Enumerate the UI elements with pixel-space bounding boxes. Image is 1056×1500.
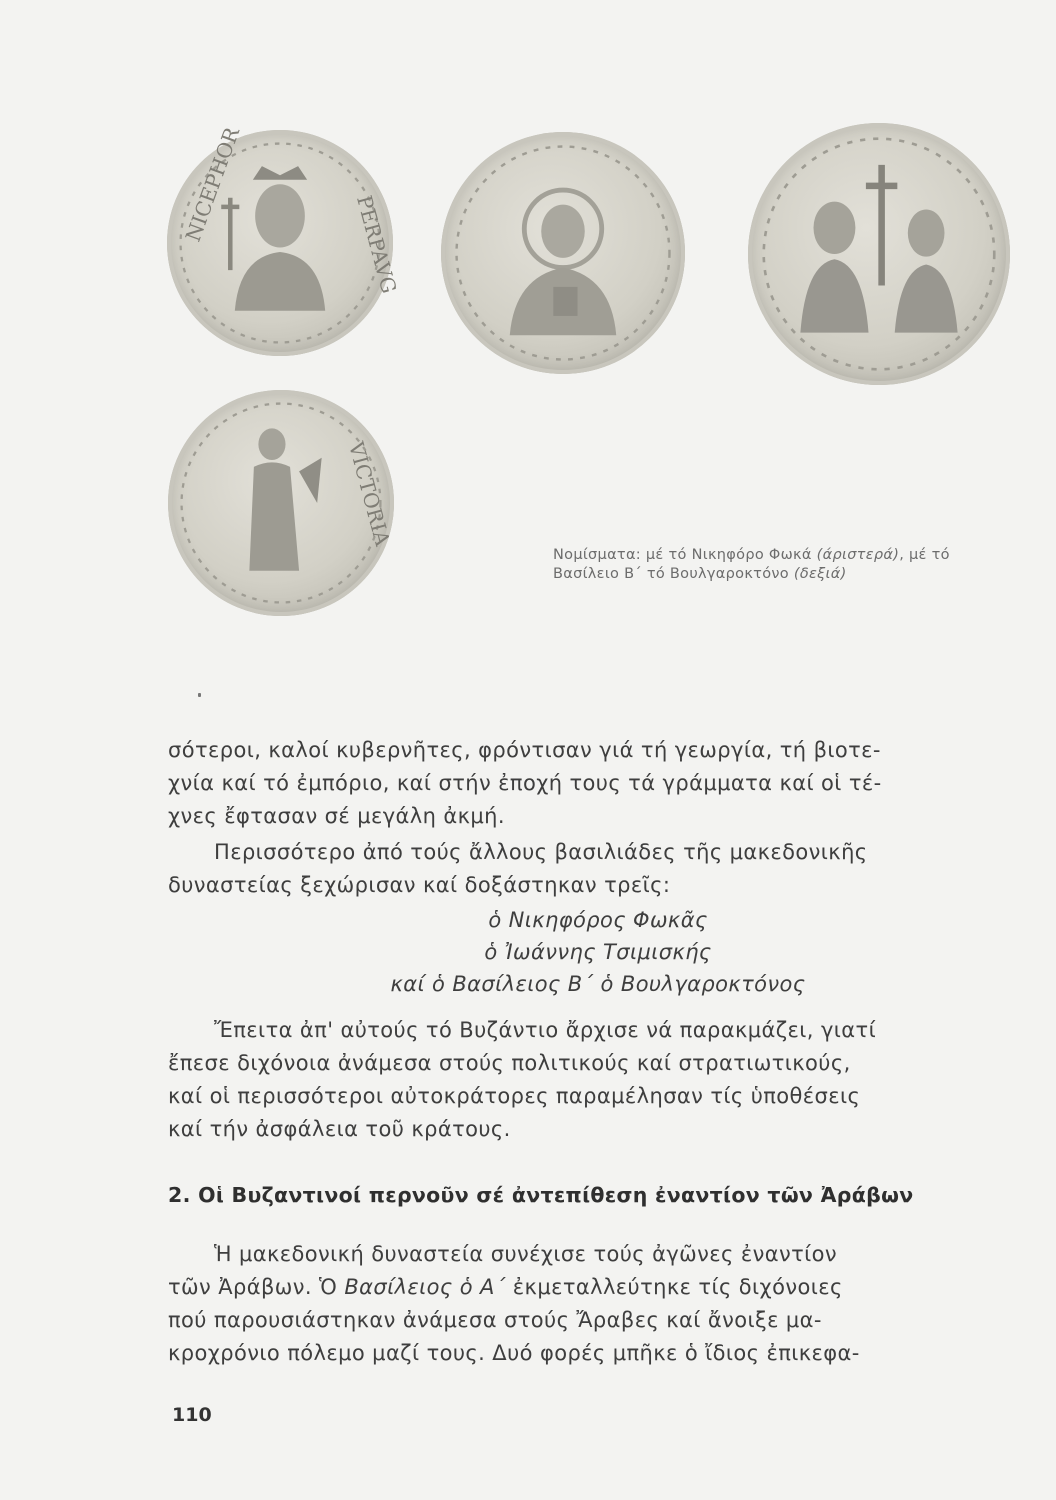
coin-emperor-bust-icon	[167, 124, 402, 356]
paragraph-line: Περισσότερο ἀπό τούς ἄλλους βασιλιάδες τῆς μακεδονικῆς	[214, 840, 868, 864]
figure-caption	[553, 546, 993, 584]
paragraph-line: καί τήν ἀσφάλεια τοῦ κράτους.	[168, 1117, 511, 1141]
coin-standing-figure-icon	[168, 390, 394, 616]
svg-text:NICEPHOR: NICEPHOR	[180, 124, 245, 245]
caption-left-note: (άριστερά)	[816, 547, 900, 563]
coin-christ-pantokrator-icon	[441, 132, 685, 374]
emperor-line: ὁ Ἰωάννης Τσιμισκής	[484, 940, 712, 964]
coin-two-emperors-cross-icon	[748, 123, 1010, 385]
paragraph-line-part: ἐκμεταλλεύτηκε τίς διχόνοιες	[505, 1275, 843, 1299]
caption-right-note: (δεξιά)	[793, 566, 847, 582]
svg-text:PERPAVG: PERPAVG	[352, 192, 402, 296]
paragraph-3	[168, 1014, 1028, 1146]
caption-text-2: , μέ τό Βασίλειο Β΄ τό Βουλγαροκτόνο	[553, 547, 950, 582]
page-number: 110	[172, 1404, 212, 1426]
paragraph-line: σότεροι, καλοί κυβερνῆτες, φρόντισαν γιά τή γεωργία, τή βιοτε-	[168, 738, 881, 762]
caption-text-1: Νομίσματα: μέ τό Νικηφόρο Φωκά	[553, 547, 817, 563]
paragraph-2	[168, 836, 1028, 902]
paragraph-line: ἔπεσε διχόνοια ἀνάμεσα στούς πολιτικούς καί στρατιωτικούς,	[168, 1051, 851, 1075]
emperor-line: καί ὁ Βασίλειος Β΄ ὁ Βουλγαροκτόνος	[390, 972, 806, 996]
section-heading: 2. Οἱ Βυζαντινοί περνοῦν σέ ἀντεπίθεση ἐναντίον τῶν Ἀράβων	[168, 1183, 914, 1207]
emperor-name-italic: Βασίλειος ὁ Α΄	[344, 1275, 506, 1299]
paragraph-line: Ἡ μακεδονική δυναστεία συνέχισε τούς ἀγῶνες ἐναντίον	[214, 1242, 838, 1266]
paragraph-4	[168, 1238, 1028, 1370]
paragraph-line: κροχρόνιο πόλεμο μαζί τους. Δυό φορές μπῆκε ὁ ἴδιος ἐπικεφα-	[168, 1341, 860, 1365]
paragraph-1	[168, 734, 1028, 833]
paragraph-line: Ἔπειτα ἀπ' αὐτούς τό Βυζάντιο ἄρχισε νά παρακμάζει, γιατί	[214, 1018, 877, 1042]
paragraph-line	[168, 1271, 1028, 1304]
paragraph-line: χνες ἔφτασαν σέ μεγάλη ἀκμή.	[168, 804, 505, 828]
paragraph-line: δυναστείας ξεχώρισαν καί δοξάστηκαν τρεῖς:	[168, 873, 671, 897]
print-speck	[198, 693, 201, 697]
paragraph-line: χνία καί τό ἐμπόριο, καί στήν ἐποχή τους τά γράμματα καί οἱ τέ-	[168, 771, 882, 795]
paragraph-line: πού παρουσιάστηκαν ἀνάμεσα στούς Ἄραβες καί ἄνοιξε μα-	[168, 1308, 822, 1332]
paragraph-line: καί οἱ περισσότεροι αὐτοκράτορες παραμέλησαν τίς ὑποθέσεις	[168, 1084, 861, 1108]
svg-text:VICTORIA: VICTORIA	[343, 439, 395, 549]
emperor-line: ὁ Νικηφόρος Φωκᾶς	[488, 908, 708, 932]
paragraph-line-part: τῶν Ἀράβων. Ὁ	[168, 1275, 345, 1299]
